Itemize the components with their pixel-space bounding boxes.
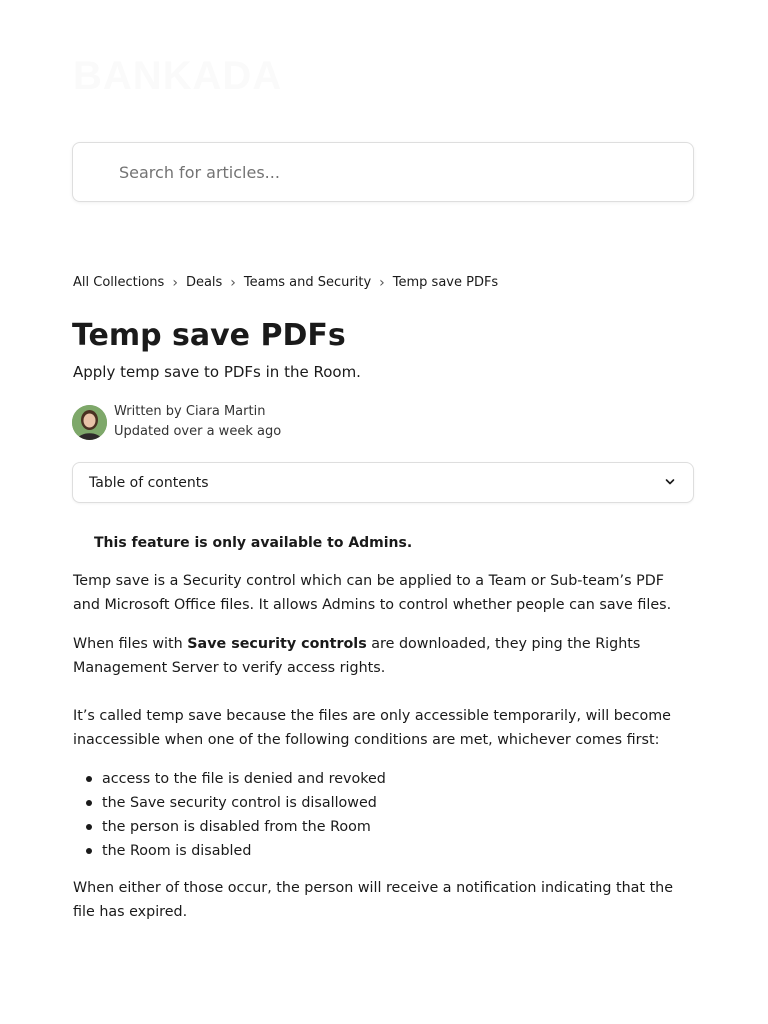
search-box[interactable]: [72, 142, 694, 202]
article-paragraph: [73, 632, 693, 680]
list-item: access to the file is denied and revoked: [73, 767, 386, 791]
breadcrumb-current-page: Temp save PDFs: [392, 275, 499, 290]
brand-logo[interactable]: BANKADA: [73, 54, 283, 98]
breadcrumb-teams-and-security[interactable]: Teams and Security: [243, 275, 372, 290]
chevron-right-icon: ›: [379, 275, 385, 291]
list-item: the Room is disabled: [73, 839, 386, 863]
paragraph-text: are downloaded, they ping the Rights Management Server to verify access rights.: [73, 636, 641, 676]
chevron-right-icon: ›: [230, 275, 236, 291]
breadcrumb-deals[interactable]: Deals: [185, 275, 223, 290]
author-photo-icon: [72, 405, 107, 440]
author-info: [72, 402, 281, 442]
search-input[interactable]: [119, 143, 679, 201]
article-paragraph: When either of those occur, the person will receive a notification indicating that the file has expired.: [73, 880, 674, 920]
table-of-contents-label: Table of contents: [89, 475, 209, 491]
conditions-list: [73, 767, 386, 863]
chevron-right-icon: ›: [172, 275, 178, 291]
author-text: [114, 402, 281, 442]
chevron-down-icon: [665, 477, 675, 487]
article-paragraph: Temp save is a Security control which can be applied to a Team or Sub-team’s PDF and Microsoft Office files. It allows Admins to control whether people can save files.: [73, 573, 672, 613]
breadcrumb: [73, 274, 498, 292]
breadcrumb-all-collections[interactable]: All Collections: [73, 275, 165, 290]
avatar: [72, 405, 107, 440]
article-title: Temp save PDFs: [72, 318, 346, 353]
list-item: the person is disabled from the Room: [73, 815, 386, 839]
list-item: the Save security control is disallowed: [73, 791, 386, 815]
bold-term: Save security controls: [187, 636, 367, 652]
article-paragraph: It’s called temp save because the files are only accessible temporarily, will become inaccessible when one of the following conditions are met, whichever comes first:: [73, 708, 671, 748]
author-name: Written by Ciara Martin: [114, 404, 266, 419]
admin-only-callout: This feature is only available to Admins.: [94, 535, 413, 551]
paragraph-text: When files with: [73, 636, 188, 652]
updated-time: Updated over a week ago: [114, 424, 282, 439]
table-of-contents-toggle[interactable]: [72, 462, 694, 503]
article-subtitle: Apply temp save to PDFs in the Room.: [73, 363, 361, 381]
